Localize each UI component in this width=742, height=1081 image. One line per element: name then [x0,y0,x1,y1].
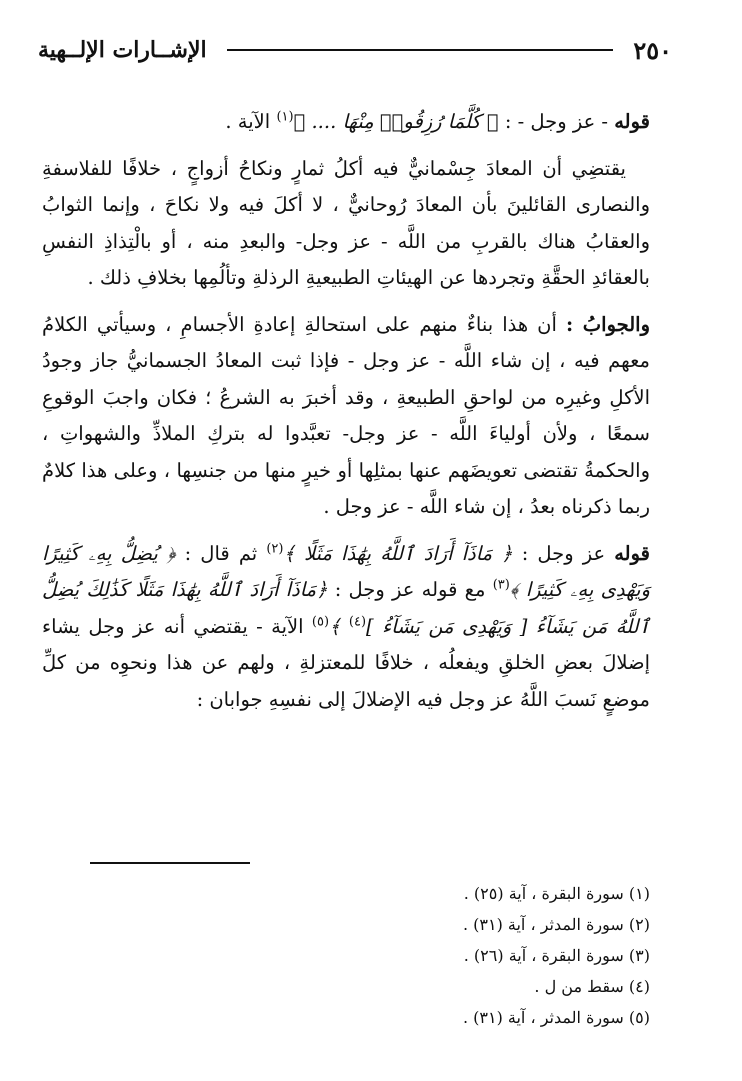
quran-quote: ﴿ مَاذَآ أَرَادَ ٱللَّهُ بِهَٰذَا مَثَلًا ﴾ [283,541,513,565]
paragraph-3 [42,307,650,526]
page-header [38,30,672,70]
footnote-ref-5: (٥) [311,614,330,629]
text-segment: ثم قال : [175,541,267,565]
footnote-item: (٤) سقط من ل . [534,977,650,996]
footnote-item: (١) سورة البقرة ، آية (٢٥) . [463,884,650,903]
quran-quote-end: ﴾ [329,614,349,638]
paragraph-4 [42,536,650,719]
text-segment: أن هذا بناءٌ منهم على استحالةِ إعادةِ الأجسامِ ، وسيأتي الكلامُ معهم فيه ، إن شاء اللَّه - عز وجل - فإذا ثبت المعادُ الجسمانيُّ جاز وجودُ الأكلِ وغيرِه من لواحقِ الطبيعةِ ، وقد أخبرَ به الشرعُ ؛ فكان واجبَ الوقوعِ سمعًا ، ولأن أولياءَ اللَّه - عز وجل- تعبَّدوا له بتركِ الملاذِّ والشهواتِ ، والحكمةُ تقتضى تعويضَهم عنها بمثلِها أو خيرٍ منها من جنسِها ، وعلى هذا كلامٌ ربما ذكرناه بعدُ ، إن شاء اللَّه - عز وجل . [42,312,650,518]
text-segment: الآية - يقتضي أنه عز وجل يشاء إضلالَ بعضِ الخلقِ ويفعلُه ، خلافًا للمعتزلةِ ، ولهم عن هذا ونحوِه من كلِّ موضعٍ نَسبَ اللَّهُ عز وجل فيه الإضلالَ إلى نفسِهِ جوابان : [42,614,650,711]
quran-quote: ﴿مَاذَآ أَرَادَ ٱللَّهُ بِهَٰذَا مَثَلًا كَذَٰلِكَ يُضِلُّ ٱللَّهُ مَن يَشَآءُ [ وَيَهْدِى مَن يَشَآءُ ] [42,578,650,638]
quran-quote: ﴿ كُلَّمَا رُزِقُوا۟ مِنْهَا .... ﴾ [293,110,499,133]
main-text [42,104,650,728]
text-segment: عز وجل : [512,541,615,565]
running-title: الإشــارات الإلــهية [38,37,207,63]
footnote-item: (٢) سورة المدثر ، آية (٣١) . [462,915,650,934]
header-rule [227,49,614,51]
keyword-answer: والجوابُ : [565,312,651,336]
paragraph-1 [42,104,650,141]
footnote-ref-2: (٢) [266,541,284,556]
text-segment: الآية . [225,110,277,133]
text-segment: مع قوله عز وجل : [327,578,493,601]
footnote-ref-4: (٤) [348,614,367,629]
keyword-qawluhu: قوله [614,541,650,565]
footnote-item: (٥) سورة المدثر ، آية (٣١) . [462,1008,650,1027]
footnote-separator [90,862,250,864]
footnotes [42,878,650,1033]
footnote-ref-3: (٣) [492,577,510,593]
quran-quote: ﴿ يُضِلُّ بِهِۦ كَثِيرًا وَيَهْدِى بِهِۦ كَثِيرًا ﴾ [42,541,650,601]
paragraph-2: يقتضِي أن المعادَ جِسْمانيٌّ فيه أكلُ ثمارٍ ونكاحُ أزواجٍ ، خلافًا للفلاسفةِ والنصارى القائلينَ بأن المعادَ رُوحانيٌّ ، لا أكلَ فيه ولا نكاحَ ، وإنما الثوابُ والعقابُ هناك بالقربِ من اللَّه - عز وجل- والبعدِ منه ، أو بالْتِذاذِ النفسِ بالعقائدِ الحقَّةِ وتجردها عن الهيئاتِ الطبيعيةِ الرذلةِ وتألُمِها بخلافِ ذلك . [42,156,650,289]
footnote-ref-1: (١) [276,109,294,125]
text-segment: - عز وجل - : [498,110,615,133]
keyword-qawluhu: قوله [614,110,650,133]
footnote-item: (٣) سورة البقرة ، آية (٢٦) . [463,946,650,965]
page-number: ٢٥٠ [633,35,672,65]
